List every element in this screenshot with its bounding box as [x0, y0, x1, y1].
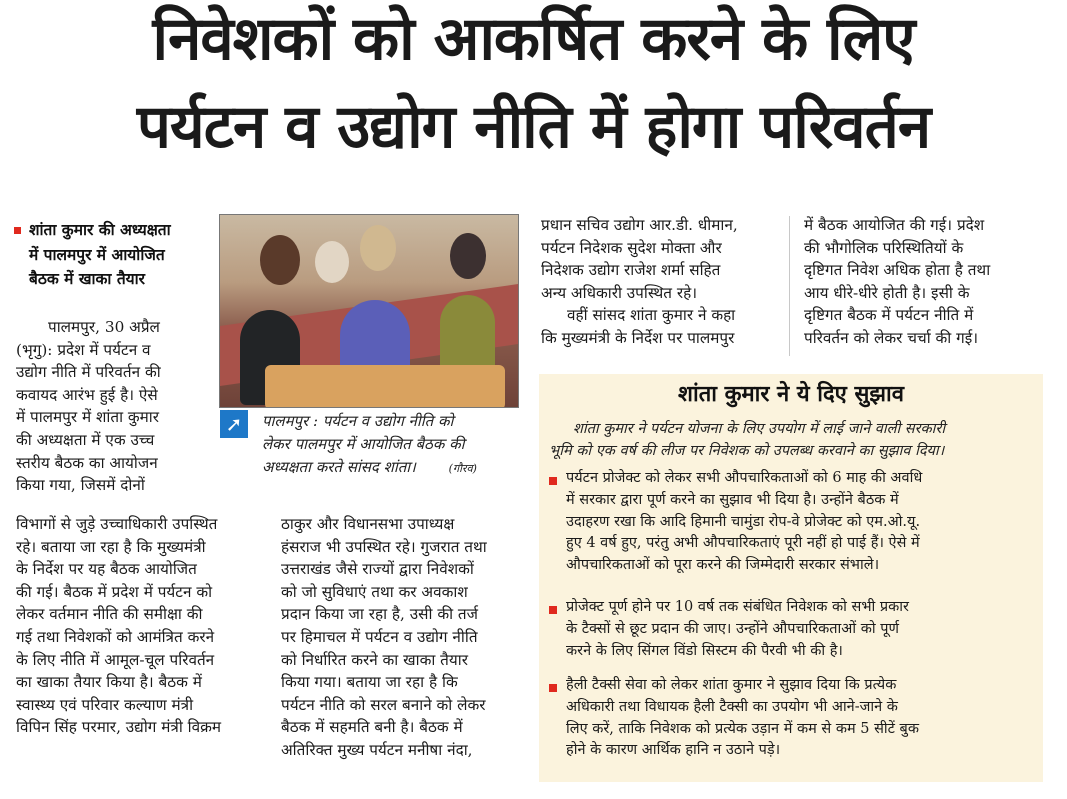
text-line: दृष्टिगत बैठक में पर्यटन नीति में	[804, 306, 974, 325]
caption-line: पालमपुर : पर्यटन व उद्योग नीति को	[262, 412, 454, 430]
meeting-photo	[219, 214, 519, 408]
article-col1-bottom	[16, 513, 258, 739]
photo-caption	[262, 410, 524, 480]
point-line: लिए करें, ताकि निवेशक को प्रत्येक उड़ान में कम से कम 5 सीटें बुक	[566, 720, 919, 737]
text-line: ठाकुर और विधानसभा उपाध्यक्ष	[281, 515, 455, 533]
text-line: का खाका तैयार किया है। बैठक में	[16, 673, 202, 692]
article-col3	[541, 214, 779, 350]
text-line: पर हिमाचल में पर्यटन व उद्योग नीति	[281, 627, 478, 646]
text-line: किया गया। बताया जा रहा है कि	[281, 673, 458, 692]
point-line: अधिकारी तथा विधायक हैली टैक्सी का उपयोग भी आने-जाने के	[566, 698, 898, 715]
article-col1-top	[16, 316, 206, 497]
text-line: लेकर वर्तमान नीति की समीक्षा की	[16, 605, 203, 624]
text-line: को जो सुविधाएं तथा कर अवकाश	[281, 582, 468, 601]
point-line: के टैक्सों से छूट प्रदान की जाए। उन्होंने औपचारिकताओं को पूर्ण	[566, 620, 899, 637]
text-line: निदेशक उद्योग राजेश शर्मा सहित	[541, 261, 721, 280]
point-line: करने के लिए सिंगल विंडो सिस्टम की पैरवी भी की है।	[566, 642, 843, 659]
point-line: होने के कारण आर्थिक हानि न उठाने पड़े।	[566, 742, 781, 759]
red-square-icon	[14, 227, 21, 234]
point-line: प्रोजेक्ट पूर्ण होने पर 10 वर्ष तक संबंधित निवेशक को सभी प्रकार	[566, 599, 909, 615]
text-line: पर्यटन निदेशक सुदेश मोक्ता और	[541, 238, 722, 257]
text-line: की भौगोलिक परिस्थितियों के	[804, 238, 964, 257]
text-line: स्वास्थ्य एवं परिवार कल्याण मंत्री	[16, 695, 194, 714]
point-line: पर्यटन प्रोजेक्ट को लेकर सभी औपचारिकताओं को 6 माह की अवधि	[566, 470, 923, 486]
intro-line: शांता कुमार ने पर्यटन योजना के लिए उपयोग में लाई जाने वाली सरकारी	[573, 421, 946, 437]
text-line: की अध्यक्षता में एक उच्च	[16, 430, 155, 449]
caption-line: अध्यक्षता करते सांसद शांता। (गौरव)	[262, 458, 477, 476]
text-line: रहे। बताया जा रहा है कि मुख्यमंत्री	[16, 537, 206, 556]
text-line: उत्तराखंड जैसे राज्यों द्वारा निवेशकों	[281, 560, 474, 579]
suggestions-intro	[549, 418, 1037, 462]
text-line: कि मुख्यमंत्री के निर्देश पर पालमपुर	[541, 328, 735, 347]
text-line: अतिरिक्त मुख्य पर्यटन मनीषा नंदा,	[281, 740, 473, 759]
suggestion-point-3	[566, 675, 1036, 762]
intro-line: भूमि को एक वर्ष की लीज पर निवेशक को उपलब्ध करवाने का सुझाव दिया।	[549, 443, 945, 459]
text-line: में बैठक आयोजित की गई। प्रदेश	[804, 216, 985, 234]
point-line: उदाहरण रखा कि आदि हिमानी चामुंडा रोप-वे प्रोजेक्ट को एम.ओ.यू.	[566, 513, 921, 530]
text-line: विपिन सिंह परमार, उद्योग मंत्री विक्रम	[16, 718, 222, 737]
subheadline-line: में पालमपुर में आयोजित	[29, 245, 165, 264]
text-line: किया गया, जिसमें दोनों	[16, 476, 145, 495]
headline-line-1: निवेशकों को आकर्षित करने के लिए	[152, 4, 915, 74]
point-line: में सरकार द्वारा पूर्ण करने का सुझाव भी दिया है। उन्होंने बैठक में	[566, 491, 899, 508]
text-line: अन्य अधिकारी उपस्थित रहे।	[541, 283, 697, 302]
text-line: के लिए नीति में आमूल-चूल परिवर्तन	[16, 650, 215, 669]
suggestions-title: शांता कुमार ने ये दिए सुझाव	[678, 382, 904, 407]
text-line: पर्यटन नीति को सरल बनाने को लेकर	[281, 695, 486, 714]
text-line: उद्योग नीति में परिवर्तन की	[16, 363, 161, 382]
suggestion-point-2	[566, 597, 1036, 662]
caption-line: लेकर पालमपुर में आयोजित बैठक की	[262, 435, 465, 453]
subheadline-line: बैठक में खाका तैयार	[29, 270, 146, 288]
point-line: हैली टैक्सी सेवा को लेकर शांता कुमार ने सुझाव दिया कि प्रत्येक	[566, 677, 897, 693]
red-bullet-icon	[549, 477, 557, 485]
article-col2	[281, 513, 519, 762]
red-bullet-icon	[549, 606, 557, 614]
suggestion-point-1	[566, 468, 1036, 577]
column-divider	[789, 216, 790, 356]
arrow-icon: ➚	[220, 410, 248, 438]
red-bullet-icon	[549, 684, 557, 692]
subheadline-line: शांता कुमार की अध्यक्षता	[14, 218, 214, 243]
text-line: गई तथा निवेशकों को आमंत्रित करने	[16, 627, 215, 646]
text-line: प्रदान किया जा रहा है, उसी की तर्ज	[281, 605, 478, 624]
text-line: की गई। बैठक में प्रदेश में पर्यटन को	[16, 582, 213, 601]
text-line: वहीं सांसद शांता कुमार ने कहा	[567, 306, 736, 325]
article-col4	[804, 214, 1042, 350]
text-line: प्रधान सचिव उद्योग आर.डी. धीमान,	[541, 216, 738, 234]
subheadline	[14, 218, 214, 292]
text-line: दृष्टिगत निवेश अधिक होता है तथा	[804, 261, 991, 280]
text-line: में पालमपुर में शांता कुमार	[16, 408, 160, 427]
text-line: (भृगु): प्रदेश में पर्यटन व	[16, 340, 151, 359]
headline-line-2: पर्यटन व उद्योग नीति में होगा परिवर्तन	[136, 92, 931, 162]
text-line: आय धीरे-धीरे होती है। इसी के	[804, 283, 970, 302]
photo-credit: (गौरव)	[448, 462, 477, 475]
point-line: हुए 4 वर्ष हुए, परंतु अभी औपचारिकताएं पूरी नहीं हो पाई हैं। ऐसे में	[566, 535, 920, 552]
text-line: विभागों से जुड़े उच्चाधिकारी उपस्थित	[16, 515, 218, 533]
text-line: हंसराज भी उपस्थित रहे। गुजरात तथा	[281, 537, 487, 556]
point-line: औपचारिकताओं को पूरा करने की जिम्मेदारी सरकार संभाले।	[566, 557, 880, 574]
text-line: के निर्देश पर यह बैठक आयोजित	[16, 560, 197, 579]
text-line: परिवर्तन को लेकर चर्चा की गई।	[804, 328, 979, 347]
text-line: कवायद आरंभ हुई है। ऐसे	[16, 385, 158, 404]
text-line: स्तरीय बैठक का आयोजन	[16, 453, 158, 472]
text-line: पालमपुर, 30 अप्रैल	[48, 318, 160, 336]
text-line: को निर्धारित करने का खाका तैयार	[281, 650, 468, 669]
text-line: बैठक में सहमति बनी है। बैठक में	[281, 718, 463, 737]
